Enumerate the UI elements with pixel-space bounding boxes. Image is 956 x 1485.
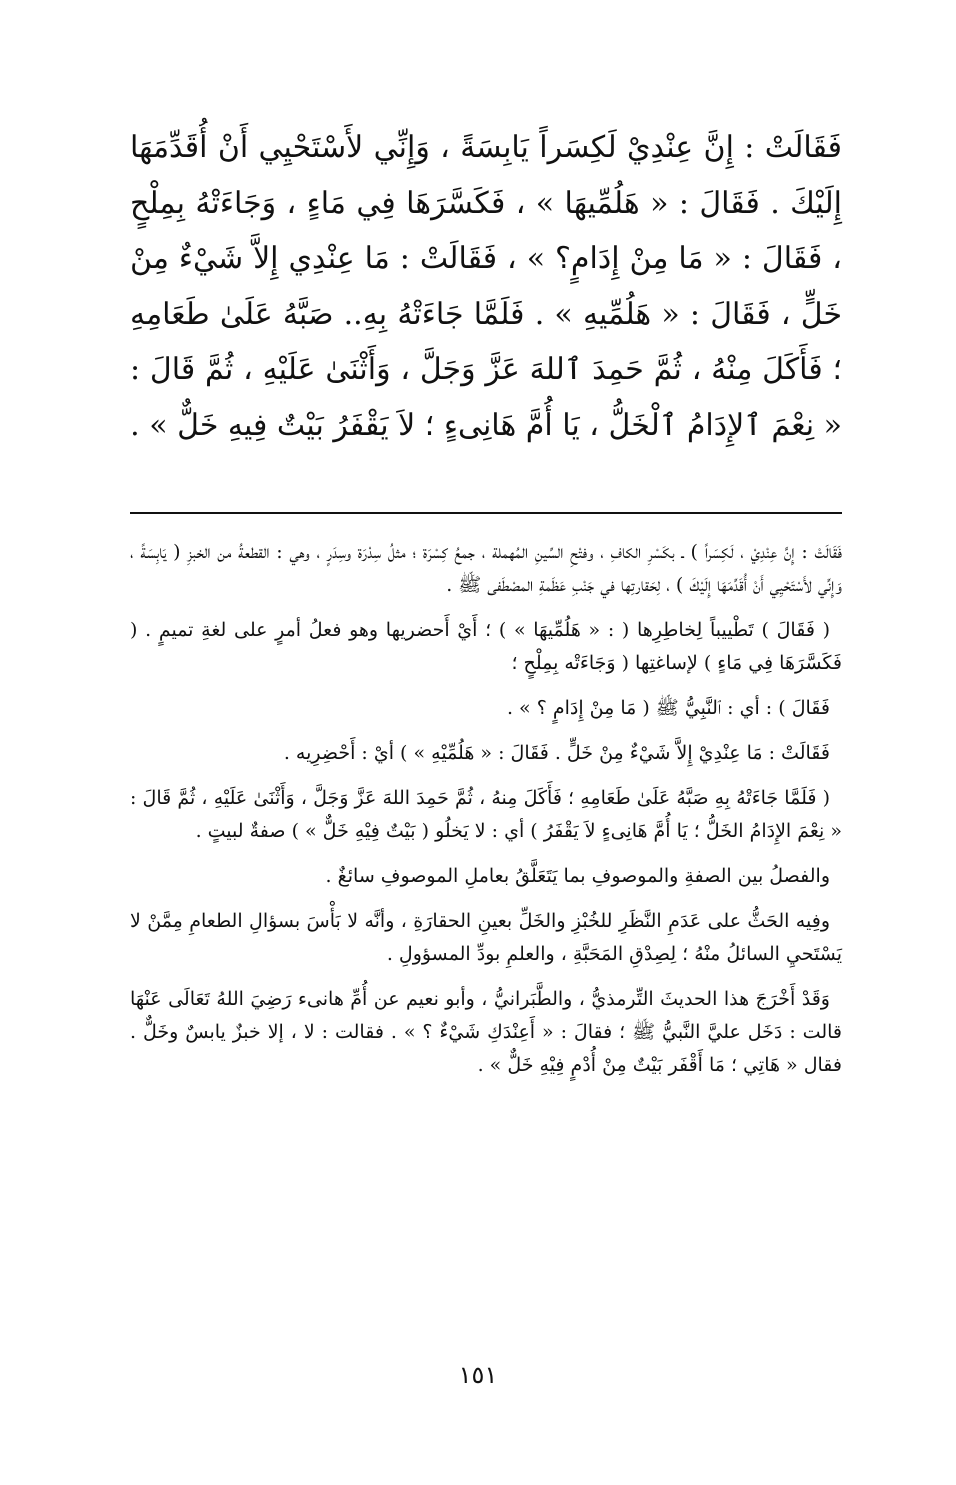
main-paragraph: فَقَالَتْ : إِنَّ عِنْدِيْ لَكِسَراً يَابِسَةً ، وَإِنِّي لأَسْتَحْيِي أَنْ أُقَدِّمَهَا إِلَيْكَ . فَقَالَ : « هَلُمِّيهَا » ، فَكَسَّرَهَا فِي مَاءٍ ، وَجَاءَتْهُ بِمِلْحٍ ، فَقَالَ : « مَا مِنْ إِدَامٍ؟ » ، فَقَالَتْ : مَا عِنْدِي إِلاَّ شَيْءٌ مِنْ خَلٍّ ، فَقَالَ : « هَلُمِّيهِ » . فَلَمَّا جَاءَتْهُ بِهِ.. صَبَّهُ عَلَىٰ طَعَامِهِ ؛ فَأَكَلَ مِنْهُ ، ثُمَّ حَمِدَ ٱللهَ عَزَّ وَجَلَّ ، وَأَثْنَىٰ عَلَيْهِ ، ثُمَّ قَالَ : « نِعْمَ ٱلإِدَامُ ٱلْخَلُّ ، يَا أُمَّ هَانِىءٍ ؛ لاَ يَقْفَرُ بَيْتٌ فِيهِ خَلٌّ » .	[130, 130, 842, 443]
commentary-paragraph: وفِيه الحَثُّ على عَدَمِ النَّظَرِ للخُبْزِ والخَلِّ بعينِ الحقارَةِ ، وأنَّه لا بَأْسَ بسؤالِ الطعامِ مِمَّنْ لا يَسْتَحيِ السائلُ منْهُ ؛ لِصِدْقِ المَحَبَّةِ ، والعلمِ بودِّ المسؤولِ .	[130, 910, 842, 965]
commentary-paragraph: ( فَلَمَّا جَاءَتْهُ بِهِ صَبَّهُ عَلَىٰ طَعَامِهِ ؛ فَأَكَلَ مِنهُ ، ثُمَّ حَمِدَ اللهَ عَزَّ وَجَلَّ ، وَأَثْنَىٰ عَلَيْهِ ، ثُمَّ قَالَ : « نِعْمَ الإِدَامُ الخَلُّ ؛ يَا أُمَّ هَانِىءٍ لاَ يَقْفَرُ ) أي : لا يَخلُو ( بَيْتٌ فِيْهِ خَلٌّ » ) صفةٌ لبيتٍ .	[130, 787, 842, 842]
commentary-paragraph: فَقَالَتْ : إِنَّ عِنْدِيْ ، لَكِسَراً ) ـ بكَسْرِ الكافِ ، وفتْحِ السِّينِ المُهملة ، جمعُ كِسْرَة ؛ مثلُ سِدْرَة وسِدَرٍ ، وهي : القطعةُ من الخبزِ ( يَابِسَةً ، وَإِنِّي لأَسْتَحْيِي أَنْ أُقَدِّمَهَا إِلَيْكَ ) ، لِحَقارتِها في جَنْبِ عَظَمةِ المصْطَفى ﷺ .	[130, 541, 842, 596]
commentary-paragraph: ( فَقَالَ ) تَطْييباً لِخاطِرِها ( : « هَلُمِّيهَا » ) ؛ أَيْ أَحضريها وهو فعلُ أمرٍ على لغةِ تميمٍ . ( فَكَسَّرَهَا فِي مَاءٍ ) لإساغتِها ( وَجَاءَتْه بِمِلْحٍ ؛	[130, 619, 842, 674]
commentary-paragraph: والفصلُ بين الصفةِ والموصوفِ بما يَتَعَلَّقُ بعاملِ الموصوفِ سائغٌ .	[325, 865, 830, 887]
page-number: ١٥١	[458, 1361, 498, 1389]
main-text-block	[130, 120, 842, 453]
commentary-block	[130, 536, 842, 1094]
commentary-paragraph: فَقَالَ ) : أي : ٱلنَّبِيُّ ﷺ ( مَا مِنْ إِدَامٍ ؟ » .	[506, 697, 830, 719]
commentary-paragraph: وَقَدْ أَخْرَجَ هذا الحديثَ التِّرمذيُّ ، والطَّبَرانيُّ ، وأبو نعيم عن أُمِّ هانىء رَضِيَ اللهُ تَعَالَى عَنْهَا قالت : دَخَل عليَّ النَّبيُّ ﷺ ؛ فقالَ : « أَعِنْدَكِ شَيْءٌ ؟ » . فقالت : لا ، إلا خبزٌ يابسٌ وخَلٌّ . فقال « هَاتِي ؛ مَا أَقْفَر بَيْتٌ مِنْ أُدْمٍ فِيْهِ خَلٌّ » .	[130, 988, 842, 1076]
commentary-paragraph: فَقَالَتْ : مَا عِنْدِيْ إِلاَّ شَيْءٌ مِنْ خَلٍّ . فَقَالَ : « هَلُمِّيْهِ » ) أيْ : أَحْضِرِيه .	[283, 742, 830, 764]
footnote-separator	[130, 512, 842, 514]
